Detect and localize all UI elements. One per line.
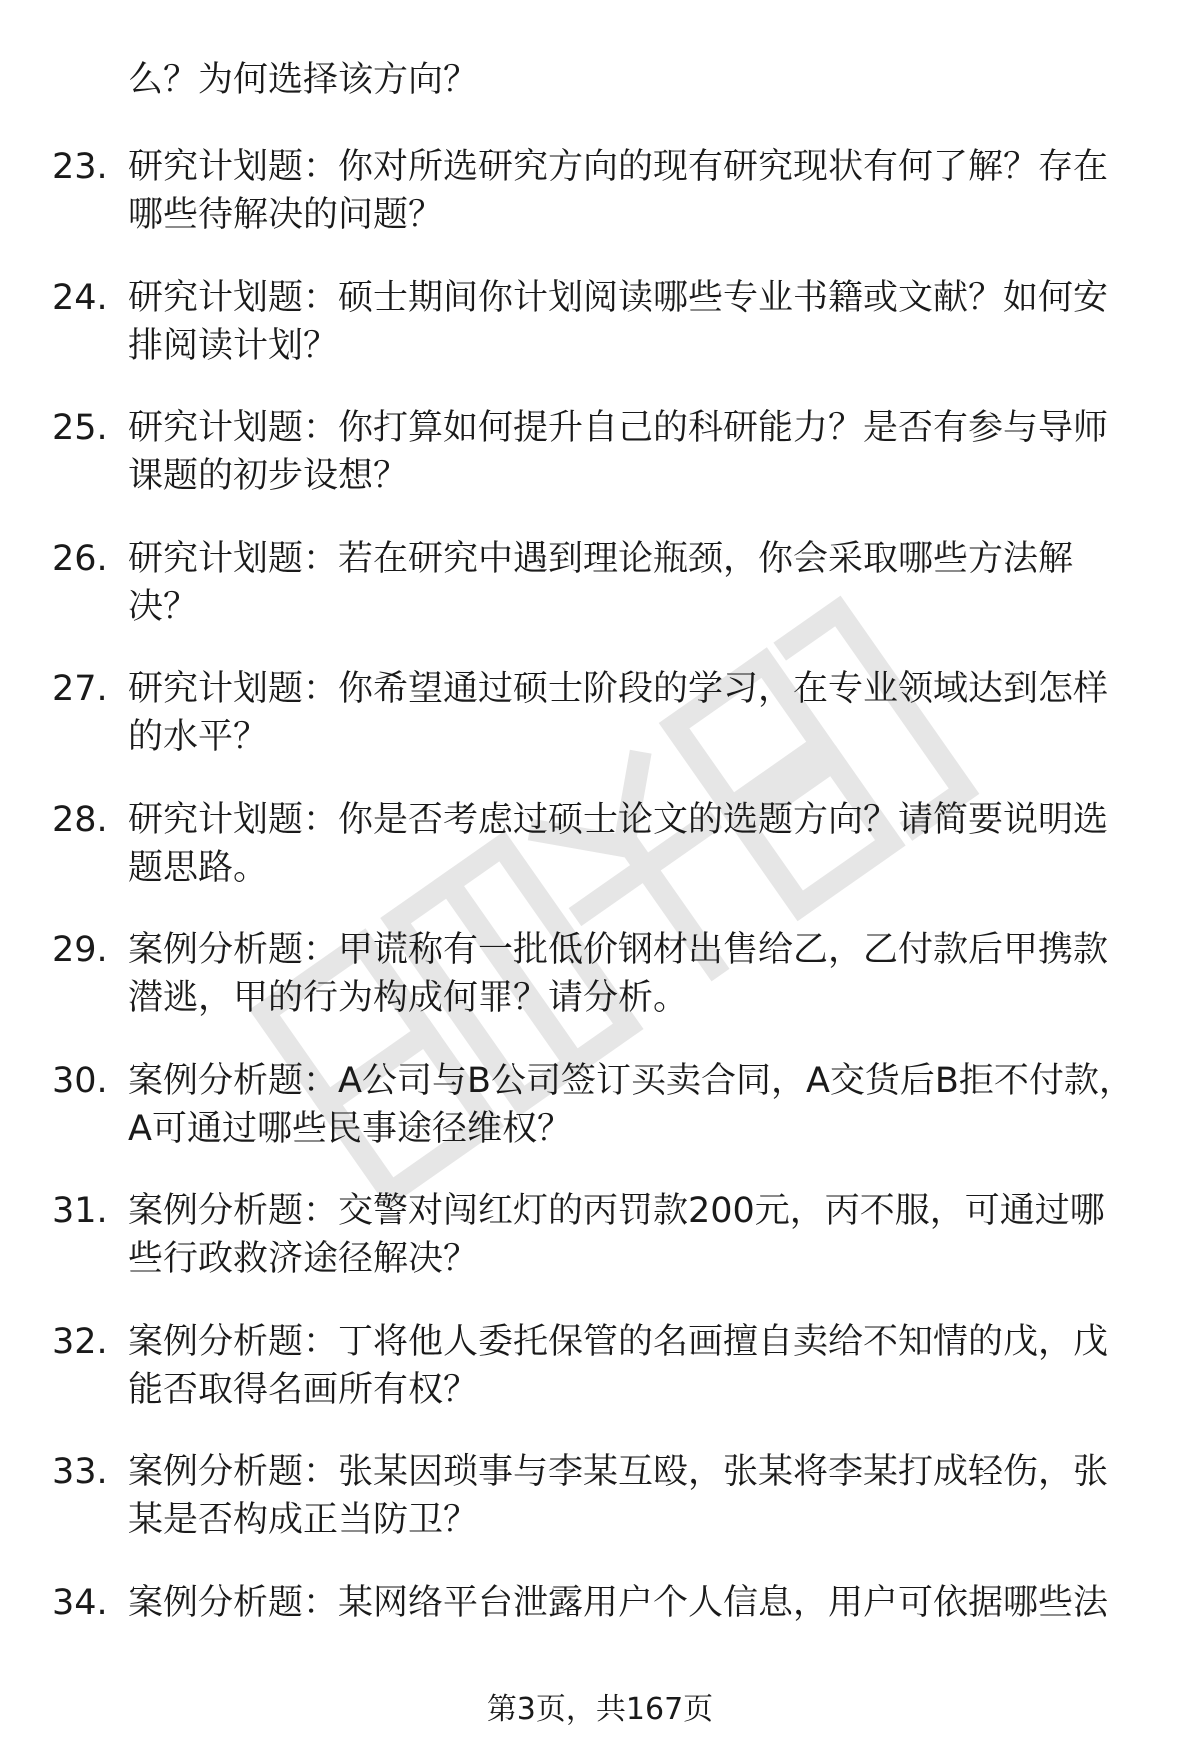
question-item [0,796,1200,927]
question-item [0,1448,1200,1579]
question-number: 33. [52,1452,108,1492]
question-text: 研究计划题：你是否考虑过硕士论文的选题方向？请简要说明选题思路。 [128,799,1109,888]
question-number: 30. [52,1060,108,1101]
question-text: 案例分析题：张某因琐事与李某互殴，张某将李某打成轻伤，张某是否构成正当防卫？ [128,1452,1109,1540]
question-number: 29. [52,930,108,970]
question-text: 案例分析题：A公司与B公司签订买卖合同，A交货后B拒不付款，A可通过哪些民事途径维权？ [128,1060,1134,1149]
question-item [0,926,1200,1057]
continued-question-text: 么？为何选择该方向？ [128,60,479,100]
question-text: 案例分析题：甲谎称有一批低价钢材出售给乙，乙付款后甲携款潜逃，甲的行为构成何罪？请分析。 [128,930,1109,1018]
question-text: 研究计划题：你打算如何提升自己的科研能力？是否有参与导师课题的初步设想？ [128,408,1109,496]
question-item [0,404,1200,535]
question-item [0,1057,1200,1188]
question-item [0,1318,1200,1449]
question-item [0,535,1200,666]
question-item [0,1187,1200,1318]
page-footer: 第3页，共167页 [486,1692,714,1727]
question-text: 研究计划题：你希望通过硕士阶段的学习，在专业领域达到怎样的水平？ [128,669,1109,757]
question-number: 25. [52,408,108,448]
question-number: 31. [52,1191,108,1231]
question-number: 27. [52,669,108,709]
question-list [0,143,1200,1709]
question-text: 研究计划题：硕士期间你计划阅读哪些专业书籍或文献？如何安排阅读计划？ [128,277,1109,366]
question-text: 案例分析题：丁将他人委托保管的名画擅自卖给不知情的戊，戊能否取得名画所有权？ [128,1321,1109,1410]
question-text: 案例分析题：交警对闯红灯的丙罚款200元，丙不服，可通过哪些行政救济途径解决？ [128,1191,1105,1279]
question-number: 26. [52,538,108,579]
question-item [0,665,1200,796]
question-text: 研究计划题：若在研究中遇到理论瓶颈，你会采取哪些方法解决？ [128,538,1074,627]
question-item [0,143,1200,274]
question-number: 28. [52,799,108,840]
question-number: 34. [52,1582,108,1623]
question-number: 32. [52,1321,108,1362]
question-number: 23. [52,147,108,187]
question-item [0,274,1200,405]
question-text: 案例分析题：某网络平台泄露用户个人信息，用户可依据哪些法 [128,1582,1109,1623]
question-text: 研究计划题：你对所选研究方向的现有研究现状有何了解？存在哪些待解决的问题？ [128,147,1109,235]
question-number: 24. [52,277,108,318]
